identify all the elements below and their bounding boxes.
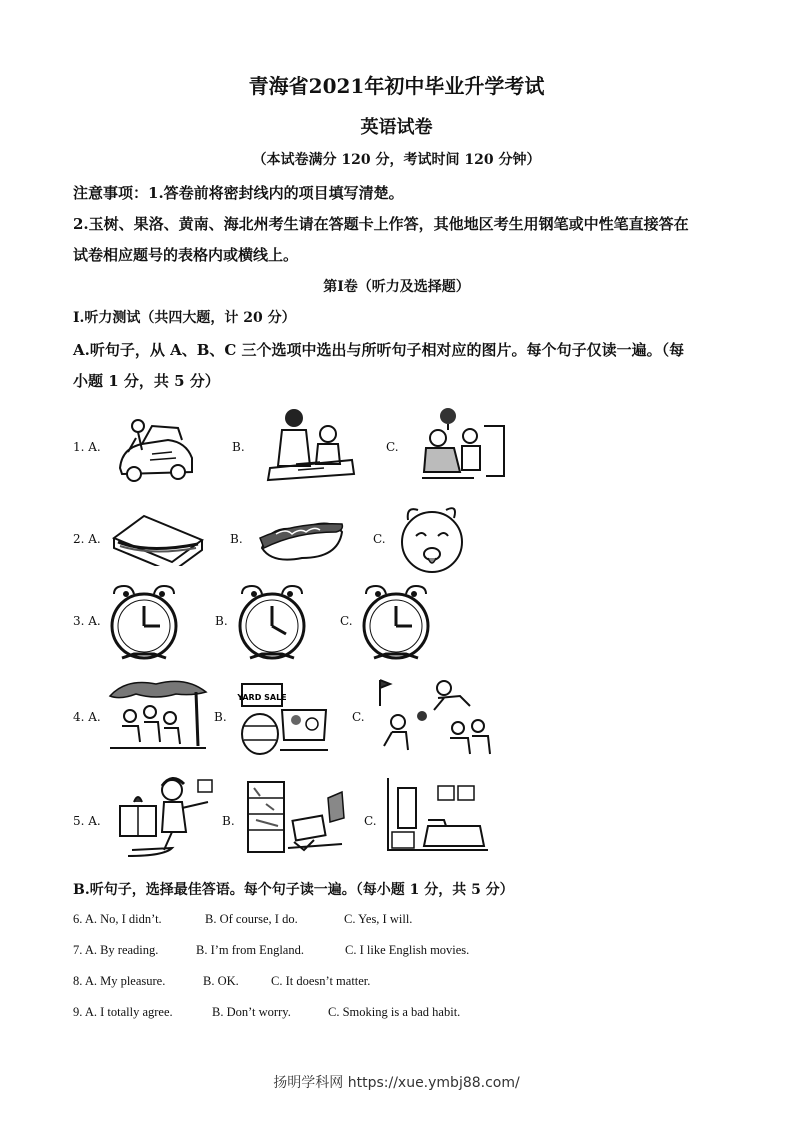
picnic-drawing — [106, 676, 210, 756]
exam-subtitle: 英语试卷 — [360, 117, 433, 138]
q5-option-b-image — [244, 778, 346, 858]
q1-label: 1. A. — [73, 440, 101, 454]
exam-title: 青海省2021年初中毕业升学考试 — [248, 74, 545, 98]
q4-option-c-label: C. — [352, 710, 365, 724]
q4-option-c-image — [374, 676, 498, 760]
q2-option-c-label: C. — [373, 532, 386, 546]
q8-option-a: A. My pleasure. — [84, 974, 166, 988]
q2-option-c-image — [396, 500, 470, 580]
q8-row — [73, 974, 165, 989]
yard-sale-sign-text: YARD SALE — [237, 693, 287, 702]
q1-option-c-image — [414, 406, 512, 486]
q9-row — [73, 1005, 173, 1020]
q9-option-c: C. Smoking is a bad habit. — [328, 1005, 461, 1019]
q8-option-c: C. It doesn’t matter. — [271, 974, 371, 988]
part1-heading: 第Ⅰ卷（听力及选择题） — [323, 279, 470, 295]
car-repair-drawing — [112, 410, 198, 484]
q2-option-b-image — [256, 508, 346, 570]
q5-option-a-image — [112, 772, 216, 858]
kids-playing-sports-drawing — [374, 676, 498, 760]
section-a-instructions-1: A.听句子，从 A、B、C 三个选项中选出与所听句子相对应的图片。每个句子仅读一遍。（每 — [73, 341, 685, 359]
q9-number: 9. — [73, 1005, 83, 1019]
q4-option-b-label: B. — [214, 710, 227, 724]
clock-icon — [104, 584, 184, 664]
q6-option-b: B. Of course, I do. — [205, 912, 298, 926]
q3-option-b-label: B. — [215, 614, 228, 628]
score-note: （本试卷满分 120 分，考试时间 120 分钟） — [252, 152, 541, 168]
hot-dog-drawing — [256, 508, 346, 570]
q9-option-b: B. Don’t worry. — [212, 1005, 291, 1019]
q5-option-b-label: B. — [222, 814, 235, 828]
q7-option-a: A. By reading. — [84, 943, 159, 957]
q2-option-b-label: B. — [230, 532, 243, 546]
q9-option-a: A. I totally agree. — [84, 1005, 173, 1019]
listening-section-title: Ⅰ.听力测试（共四大题，计 20 分） — [73, 310, 296, 326]
q1-option-a-image — [112, 410, 198, 484]
q3-option-a-clock — [104, 584, 184, 664]
section-a-instructions-2: 小题 1 分，共 5 分） — [73, 372, 220, 390]
q8-number: 8. — [73, 974, 83, 988]
notes-line-2: 2.玉树、果洛、黄南、海北州考生请在答题卡上作答，其他地区考生用钢笔或中性笔直接答在 — [73, 215, 689, 233]
q1-option-c-label: C. — [386, 440, 399, 454]
clock-icon — [356, 584, 436, 664]
footer-watermark: 扬明学科网 https://xue.ymbj88.com/ — [273, 1075, 520, 1091]
section-b-instructions: B.听句子，选择最佳答语。每个句子读一遍。（每小题 1 分，共 5 分） — [73, 882, 514, 898]
q7-row — [73, 943, 158, 958]
q6-number: 6. — [73, 912, 83, 926]
q2-option-a-image — [108, 510, 206, 566]
notes-line-1: 注意事项：1.答卷前将密封线内的项目填写清楚。 — [73, 184, 404, 202]
q7-option-c: C. I like English movies. — [345, 943, 470, 957]
q3-option-c-label: C. — [340, 614, 353, 628]
q6-option-a: A. No, I didn’t. — [84, 912, 162, 926]
q7-number: 7. — [73, 943, 83, 957]
messy-room-drawing — [244, 778, 346, 858]
tidy-bedroom-drawing — [384, 774, 492, 860]
q1-option-b-label: B. — [232, 440, 245, 454]
girl-sweeping-drawing — [112, 772, 216, 858]
q2-label: 2. A. — [73, 532, 101, 546]
q4-label: 4. A. — [73, 710, 101, 724]
sandwich-drawing — [108, 510, 206, 566]
q4-option-b-image — [236, 680, 330, 758]
q6-option-c: C. Yes, I will. — [344, 912, 413, 926]
q3-label: 3. A. — [73, 614, 101, 628]
clock-icon — [232, 584, 312, 664]
q3-option-b-clock — [232, 584, 312, 664]
q5-option-c-image — [384, 774, 492, 860]
q5-label: 5. A. — [73, 814, 101, 828]
q3-option-c-clock — [356, 584, 436, 664]
notes-line-3: 试卷相应题号的表格内或横线上。 — [73, 246, 299, 264]
dentist-office-drawing — [414, 406, 512, 486]
parent-helping-homework-drawing — [266, 404, 356, 484]
yard-sale-drawing — [236, 680, 330, 758]
q1-option-b-image — [266, 404, 356, 484]
q7-option-b: B. I’m from England. — [196, 943, 304, 957]
q8-option-b: B. OK. — [203, 974, 239, 988]
q4-option-a-image — [106, 676, 210, 756]
q5-option-c-label: C. — [364, 814, 377, 828]
cartoon-face-drawing — [396, 500, 470, 580]
q6-row — [73, 912, 162, 927]
